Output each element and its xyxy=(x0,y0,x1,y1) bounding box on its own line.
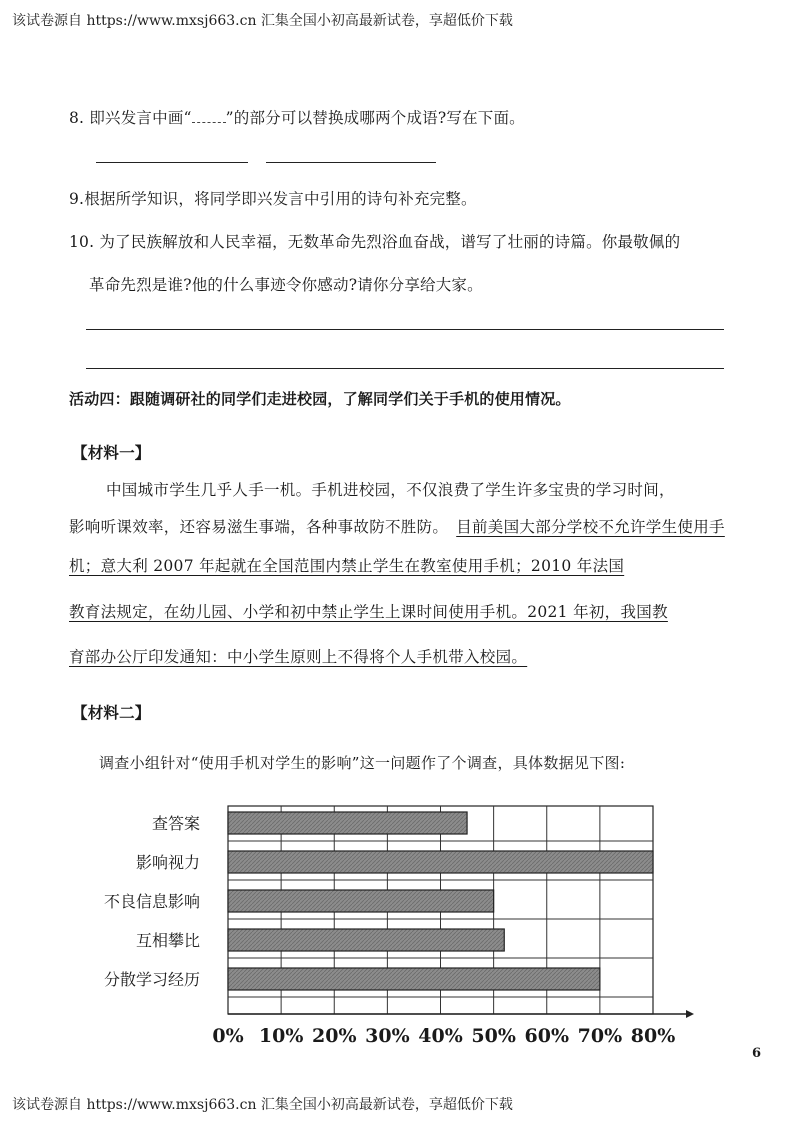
material-2-intro: 调查小组针对“使用手机对学生的影响”这一问题作了个调查，具体数据见下图: xyxy=(99,754,626,772)
chart-tick-label: 20% xyxy=(312,1025,357,1047)
material-1-line-4: 教育法规定，在幼儿园、小学和初中禁止学生上课时间使用手机。2021 年初，我国教 xyxy=(69,603,668,621)
chart-x-axis xyxy=(228,1010,694,1018)
chart-category-labels xyxy=(104,814,200,989)
question-8-after: ”的部分可以替换成哪两个成语?写在下面。 xyxy=(225,109,525,127)
chart-bar xyxy=(228,929,504,951)
chart-tick-label: 0% xyxy=(212,1025,244,1047)
chart-x-axis-arrow xyxy=(686,1010,694,1018)
chart-tick-label: 10% xyxy=(258,1025,304,1047)
chart-category-label: 查答案 xyxy=(151,814,200,833)
chart-bar xyxy=(228,890,494,912)
chart-bar xyxy=(228,812,467,834)
material-1-line-5: 育部办公厅印发通知：中小学生原则上不得将个人手机带入校园。 xyxy=(69,648,528,666)
chart-tick-label: 30% xyxy=(365,1025,410,1047)
material-1-line-1: 中国城市学生几乎人手一机。手机进校园，不仅浪费了学生许多宝贵的学习时间， xyxy=(106,481,675,499)
source-header: 该试卷源自 https://www.mxsj663.cn 汇集全国小初高最新试卷，享超低价下载 xyxy=(12,13,513,29)
chart-tick-label: 70% xyxy=(577,1025,623,1047)
material-2-heading: 【材料二】 xyxy=(72,704,151,722)
chart-tick-label: 40% xyxy=(418,1025,463,1047)
chart-category-label: 不良信息影响 xyxy=(103,892,200,911)
material-1-line-3: 机；意大利 2007 年起就在全国范围内禁止学生在教室使用手机；2010 年法国 xyxy=(69,557,625,575)
question-10-line-1: 10. 为了民族解放和人民幸福，无数革命先烈浴血奋战，谱写了壮丽的诗篇。你最敬佩的 xyxy=(69,233,681,251)
chart-bar xyxy=(228,968,600,990)
chart-tick-label: 60% xyxy=(524,1025,569,1047)
question-9: 9.根据所学知识，将同学即兴发言中引用的诗句补充完整。 xyxy=(69,190,477,208)
question-8-before: 8. 即兴发言中画“ xyxy=(69,109,192,127)
activity-4-title: 活动四：跟随调研社的同学们走进校园，了解同学们关于手机的使用情况。 xyxy=(69,390,571,408)
chart-category-label: 影响视力 xyxy=(135,853,200,872)
material-1-line-2-plain: 影响听课效率，还容易滋生事端，各种事故防不胜防。 xyxy=(69,518,449,536)
source-footer: 该试卷源自 https://www.mxsj663.cn 汇集全国小初高最新试卷，享超低价下载 xyxy=(12,1097,513,1113)
question-10-line-2: 革命先烈是谁?他的什么事迹令你感动?请你分享给大家。 xyxy=(89,276,483,294)
chart-tick-label: 80% xyxy=(630,1025,676,1047)
material-1-heading: 【材料一】 xyxy=(72,444,151,462)
chart-bar xyxy=(228,851,653,873)
chart-tick-labels xyxy=(212,1025,675,1047)
page-number: 6 xyxy=(752,1046,762,1061)
material-1-line-2-underlined: 目前美国大部分学校不允许学生使用手 xyxy=(456,518,725,536)
chart-category-label: 互相攀比 xyxy=(135,931,200,950)
chart-tick-label: 50% xyxy=(471,1025,516,1047)
chart-category-label: 分散学习经历 xyxy=(103,970,200,989)
